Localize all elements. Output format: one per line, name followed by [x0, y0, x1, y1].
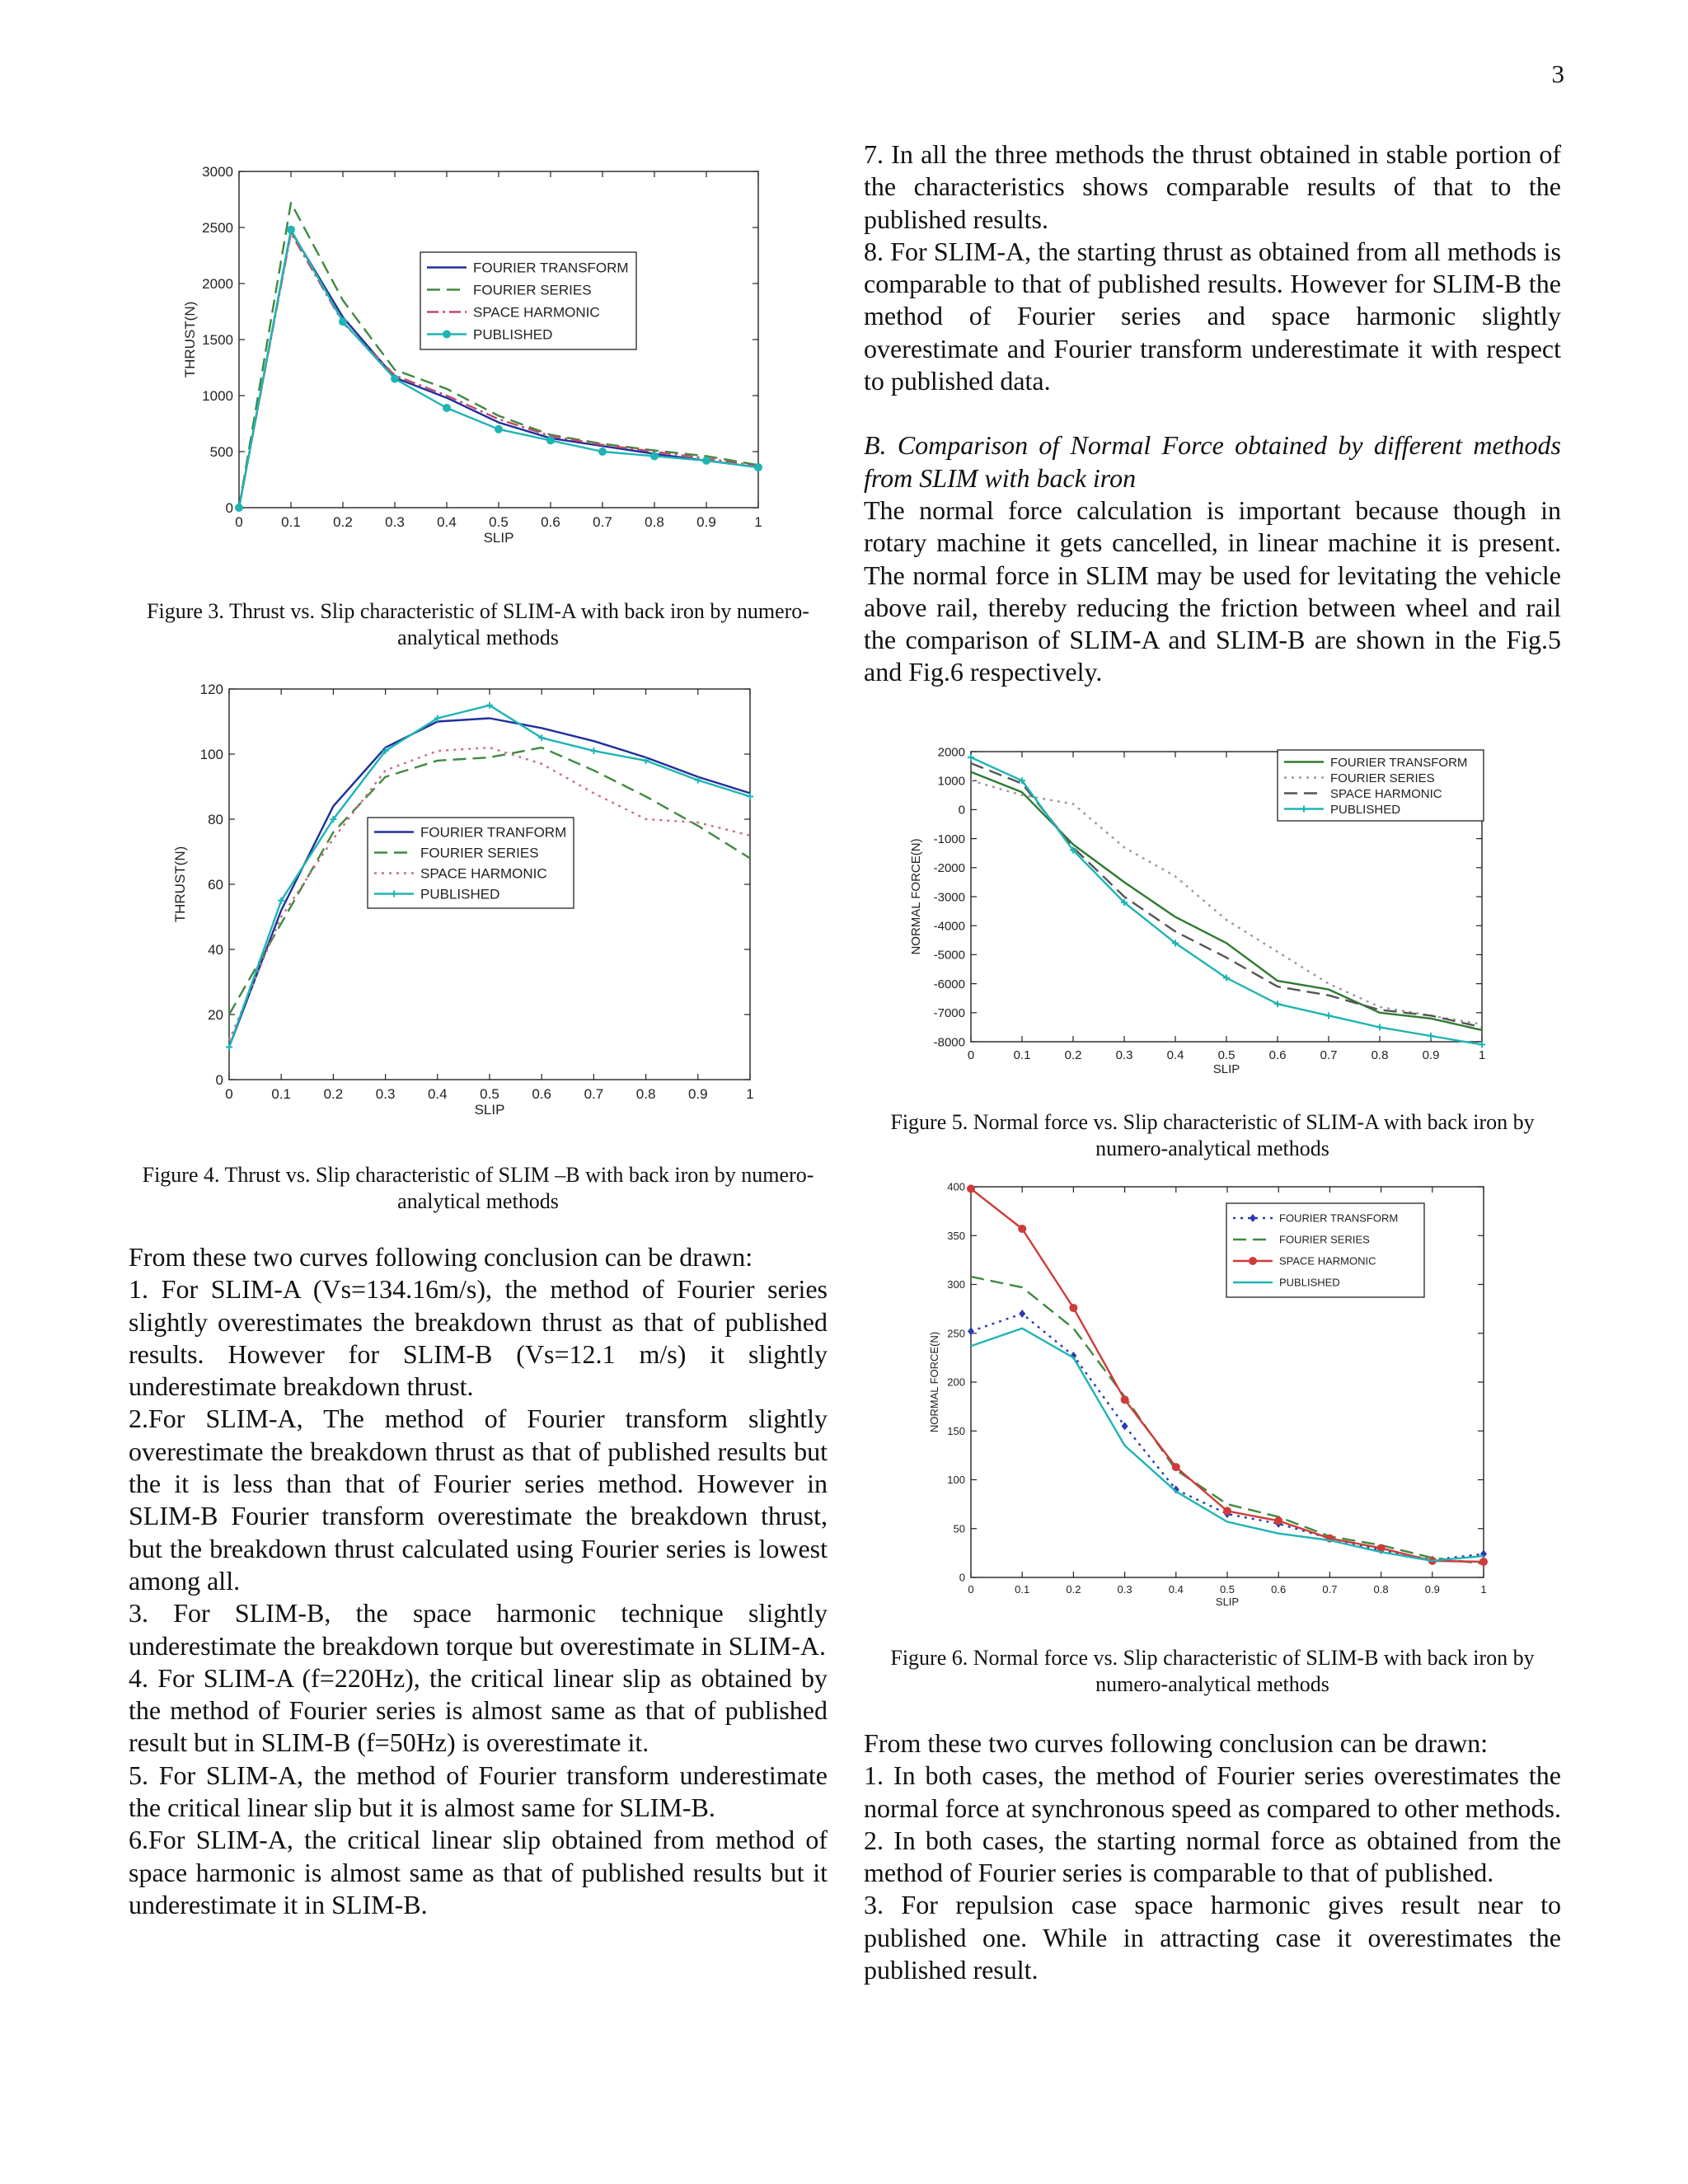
right-column-bottom [864, 1727, 1561, 1986]
x-tick-label: 1 [754, 514, 762, 530]
y-tick-label: 100 [947, 1474, 965, 1487]
y-tick-label: -2000 [933, 861, 965, 876]
conclusion-item-7: 7. In all the three methods the thrust obtained in stable portion of the characteristics shows comparable results of that to the published results. [864, 139, 1561, 234]
x-tick-label: 1 [1480, 1583, 1487, 1596]
x-tick-label: 0.6 [541, 514, 560, 530]
x-tick-label: 1 [1478, 1048, 1486, 1062]
data-point-published [288, 226, 295, 233]
y-tick-label: 50 [953, 1522, 965, 1535]
data-point-space-harmonic [1070, 1304, 1077, 1311]
y-tick-label: -1000 [933, 832, 965, 846]
x-tick-label: 0 [225, 1086, 233, 1102]
x-tick-label: 0.8 [1373, 1583, 1389, 1596]
x-tick-label: 0.9 [696, 514, 716, 530]
data-point-space-harmonic [1172, 1464, 1179, 1471]
thrust-conclusion-intro: From these two curves following conclusion can be drawn: [129, 1242, 753, 1272]
thrust-item-6: 6.For SLIM-A, the critical linear slip obtained from method of space harmonic is almost same as that of published results but it underestimate it in SLIM-B. [129, 1825, 828, 1919]
section-heading-b: B. Comparison of Normal Force obtained by different methods from SLIM with back iron [864, 430, 1561, 493]
conclusion-item-8: 8. For SLIM-A, the starting thrust as obtained from all methods is comparable to that of published results. However for SLIM-B the method of Fourier series and space harmonic slightly overestimate and Fourier transform underestimate it with respect to published data. [864, 236, 1561, 396]
figure-3-chart [173, 162, 767, 569]
data-point-published [340, 318, 347, 326]
y-tick-label: 40 [208, 941, 223, 958]
y-tick-label: 2500 [202, 219, 233, 236]
y-axis-label: THRUST(N) [182, 301, 198, 378]
x-tick-label: 0.5 [1217, 1048, 1236, 1062]
data-point-space-harmonic [1019, 1225, 1026, 1232]
x-tick-label: 0.1 [1013, 1048, 1031, 1062]
legend-label-fourier-transform: FOURIER TRANSFORM [1279, 1212, 1399, 1225]
x-tick-label: 0.5 [489, 514, 509, 530]
y-tick-label: 1000 [202, 387, 233, 404]
legend-label-space-harmonic: SPACE HARMONIC [473, 304, 600, 321]
thrust-item-1: 1. For SLIM-A (Vs=134.16m/s), the method of Fourier series slightly overestimates the breakdown thrust as that of published results. However for SLIM-B (Vs=12.1 m/s) it slightly underestimate breakdown thrust. [129, 1274, 828, 1402]
y-tick-label: -3000 [933, 890, 965, 905]
y-tick-label: 2000 [937, 745, 965, 760]
y-tick-label: 60 [208, 876, 223, 893]
y-tick-label: 120 [199, 681, 223, 697]
x-tick-label: 0.7 [584, 1086, 604, 1102]
y-tick-label: 250 [947, 1327, 965, 1340]
legend-label-published: PUBLISHED [420, 886, 500, 902]
x-tick-label: 0.3 [1117, 1583, 1132, 1596]
x-tick-label: 0.5 [1219, 1583, 1236, 1596]
x-tick-label: 0.2 [1064, 1048, 1082, 1062]
data-point-published [651, 452, 659, 460]
x-tick-label: 0.4 [437, 514, 457, 530]
data-point-published [755, 464, 762, 471]
figure-4-chart [172, 679, 775, 1118]
y-tick-label: 300 [947, 1278, 965, 1291]
x-tick-label: 0.4 [1166, 1048, 1184, 1062]
thrust-item-3: 3. For SLIM-B, the space harmonic technique slightly underestimate the breakdown torque but overestimate in SLIM-A. [129, 1598, 828, 1661]
x-tick-label: 0.4 [1168, 1583, 1184, 1596]
x-axis-label: SLIP [1212, 1062, 1240, 1076]
legend-label-published: PUBLISHED [1330, 802, 1401, 817]
y-tick-label: 350 [947, 1229, 965, 1242]
x-tick-label: 0.2 [1066, 1583, 1081, 1596]
thrust-item-5: 5. For SLIM-A, the method of Fourier transform underestimate the critical linear slip but it is almost same for SLIM-B. [129, 1760, 828, 1823]
y-tick-label: 20 [208, 1006, 223, 1023]
data-point-published [547, 437, 555, 444]
y-tick-label: 1500 [202, 331, 233, 348]
x-axis-label: SLIP [474, 1102, 505, 1118]
x-tick-label: 0.9 [1424, 1583, 1440, 1596]
x-axis-label: SLIP [1215, 1596, 1240, 1608]
figure-5-caption: Figure 5. Normal force vs. Slip characteristic of SLIM-A with back iron by numero-analytical methods [890, 1110, 1535, 1160]
thrust-item-2: 2.For SLIM-A, The method of Fourier transform slightly overestimate the breakdown thrust as that of published results but the it is less than that of Fourier series method. However in SLIM-B Fourier transform overestimate the breakdown thrust, but the breakdown thrust calculated using Fourier series is lowest among all. [129, 1404, 828, 1596]
data-point-space-harmonic [968, 1185, 975, 1193]
data-point-published [392, 375, 399, 382]
data-point-published [599, 448, 607, 456]
y-tick-label: 0 [958, 803, 965, 818]
x-tick-label: 0.3 [385, 514, 405, 530]
figure-6-chart [923, 1179, 1500, 1607]
x-tick-label: 0.8 [645, 514, 664, 530]
x-tick-label: 0.9 [687, 1086, 708, 1102]
y-tick-label: 150 [947, 1424, 965, 1437]
legend-label-fourier-series: FOURIER SERIES [473, 282, 592, 298]
x-tick-label: 0.6 [532, 1086, 552, 1102]
y-tick-label: -5000 [933, 948, 965, 963]
legend-label-published: PUBLISHED [1279, 1276, 1340, 1289]
data-point-space-harmonic [1480, 1558, 1488, 1566]
y-tick-label: 80 [208, 811, 223, 827]
left-column-text [129, 1241, 828, 1921]
data-point-published [1479, 1042, 1485, 1048]
data-point-published [495, 425, 503, 433]
x-tick-label: 0.4 [427, 1086, 448, 1102]
x-tick-label: 0.2 [323, 1086, 344, 1102]
x-tick-label: 0.7 [1322, 1583, 1338, 1596]
y-tick-label: -4000 [933, 919, 965, 934]
x-tick-label: 0.2 [333, 514, 353, 530]
normal-force-conclusion-intro: From these two curves following conclusion can be drawn: [864, 1728, 1489, 1758]
normal-force-item-1: 1. In both cases, the method of Fourier series overestimates the normal force at synchronous speed as compared to other methods. [864, 1760, 1561, 1823]
y-tick-label: 500 [209, 443, 233, 460]
right-column-top [864, 138, 1561, 689]
x-tick-label: 0.8 [1371, 1048, 1389, 1062]
x-tick-label: 0 [235, 514, 243, 530]
x-tick-label: 0.7 [593, 514, 612, 530]
x-tick-label: 1 [746, 1086, 754, 1102]
legend-marker-published [443, 330, 451, 338]
figure-3-caption: Figure 3. Thrust vs. Slip characteristic of SLIM-A with back iron by numero-analytical methods [147, 599, 809, 649]
x-tick-label: 0.8 [635, 1086, 656, 1102]
y-axis-label: NORMAL FORCE(N) [909, 838, 923, 955]
y-tick-label: 400 [947, 1180, 965, 1193]
data-point-published [443, 404, 451, 411]
figure-4-caption: Figure 4. Thrust vs. Slip characteristic of SLIM –B with back iron by numero-analytical methods [142, 1163, 814, 1213]
legend-marker-space-harmonic [1250, 1258, 1257, 1265]
data-point-published [703, 457, 710, 464]
legend-label-fourier-tranform: FOURIER TRANFORM [420, 824, 567, 841]
y-tick-label: 2000 [202, 275, 233, 292]
data-point-space-harmonic [1224, 1507, 1231, 1515]
x-tick-label: 0 [968, 1583, 974, 1596]
thrust-item-4: 4. For SLIM-A (f=220Hz), the critical linear slip as obtained by the method of Fourier series is almost same as that of published result but in SLIM-B (f=50Hz) is overestimate it. [129, 1662, 828, 1758]
x-tick-label: 0.3 [375, 1086, 396, 1102]
x-tick-label: 0.6 [1268, 1048, 1287, 1062]
x-axis-label: SLIP [483, 530, 514, 546]
x-tick-label: 0.6 [1271, 1583, 1287, 1596]
y-tick-label: -8000 [933, 1035, 965, 1050]
x-tick-label: 0.1 [1015, 1583, 1030, 1596]
x-tick-label: 0 [967, 1048, 975, 1062]
data-point-space-harmonic [1275, 1517, 1282, 1525]
y-tick-label: 200 [947, 1376, 965, 1389]
y-tick-label: -6000 [933, 977, 965, 991]
x-tick-label: 0.1 [271, 1086, 292, 1102]
y-axis-label: NORMAL FORCE(N) [928, 1331, 940, 1433]
legend-label-fourier-series: FOURIER SERIES [420, 845, 539, 861]
legend-label-fourier-transform: FOURIER TRANSFORM [473, 260, 629, 276]
legend-label-space-harmonic: SPACE HARMONIC [1279, 1254, 1376, 1268]
x-tick-label: 0.1 [281, 514, 301, 530]
legend-label-space-harmonic: SPACE HARMONIC [1330, 786, 1442, 801]
data-point-published [236, 504, 243, 512]
y-tick-label: 100 [199, 746, 223, 762]
y-tick-label: 1000 [937, 774, 965, 789]
y-tick-label: 0 [225, 499, 233, 516]
y-tick-label: 0 [959, 1571, 965, 1584]
x-tick-label: 0.5 [480, 1086, 499, 1102]
normal-force-item-2: 2. In both cases, the starting normal force as obtained from the method of Fourier series is comparable to that of published. [864, 1825, 1561, 1888]
section-b-body: The normal force calculation is important because though in rotary machine it gets cancelled, in linear machine it is present. The normal force in SLIM may be used for levitating the vehicle above rail, thereby reducing the friction between wheel and rail the comparison of SLIM-A and SLIM-B are shown in the Fig.5 and Fig.6 respectively. [864, 494, 1561, 687]
x-tick-label: 0.7 [1320, 1048, 1338, 1062]
legend-label-fourier-transform: FOURIER TRANSFORM [1330, 755, 1468, 770]
figure-6-caption: Figure 6. Normal force vs. Slip characteristic of SLIM-B with back iron by numero-analytical methods [890, 1646, 1535, 1696]
x-tick-label: 0.9 [1422, 1048, 1440, 1062]
data-point-space-harmonic [1121, 1396, 1128, 1404]
legend-label-published: PUBLISHED [473, 326, 553, 343]
y-axis-label: THRUST(N) [172, 846, 188, 923]
legend-label-fourier-series: FOURIER SERIES [1330, 771, 1435, 785]
figure-5-chart [907, 740, 1500, 1086]
normal-force-item-3: 3. For repulsion case space harmonic gives result near to published one. While in attracting case it overestimates the published result. [864, 1890, 1561, 1985]
x-tick-label: 0.3 [1115, 1048, 1133, 1062]
page-number: 3 [1551, 59, 1564, 88]
legend-label-fourier-series: FOURIER SERIES [1279, 1233, 1370, 1246]
y-tick-label: 0 [215, 1071, 223, 1088]
y-tick-label: -7000 [933, 1006, 965, 1021]
legend-label-space-harmonic: SPACE HARMONIC [420, 865, 547, 882]
y-tick-label: 3000 [202, 163, 233, 180]
